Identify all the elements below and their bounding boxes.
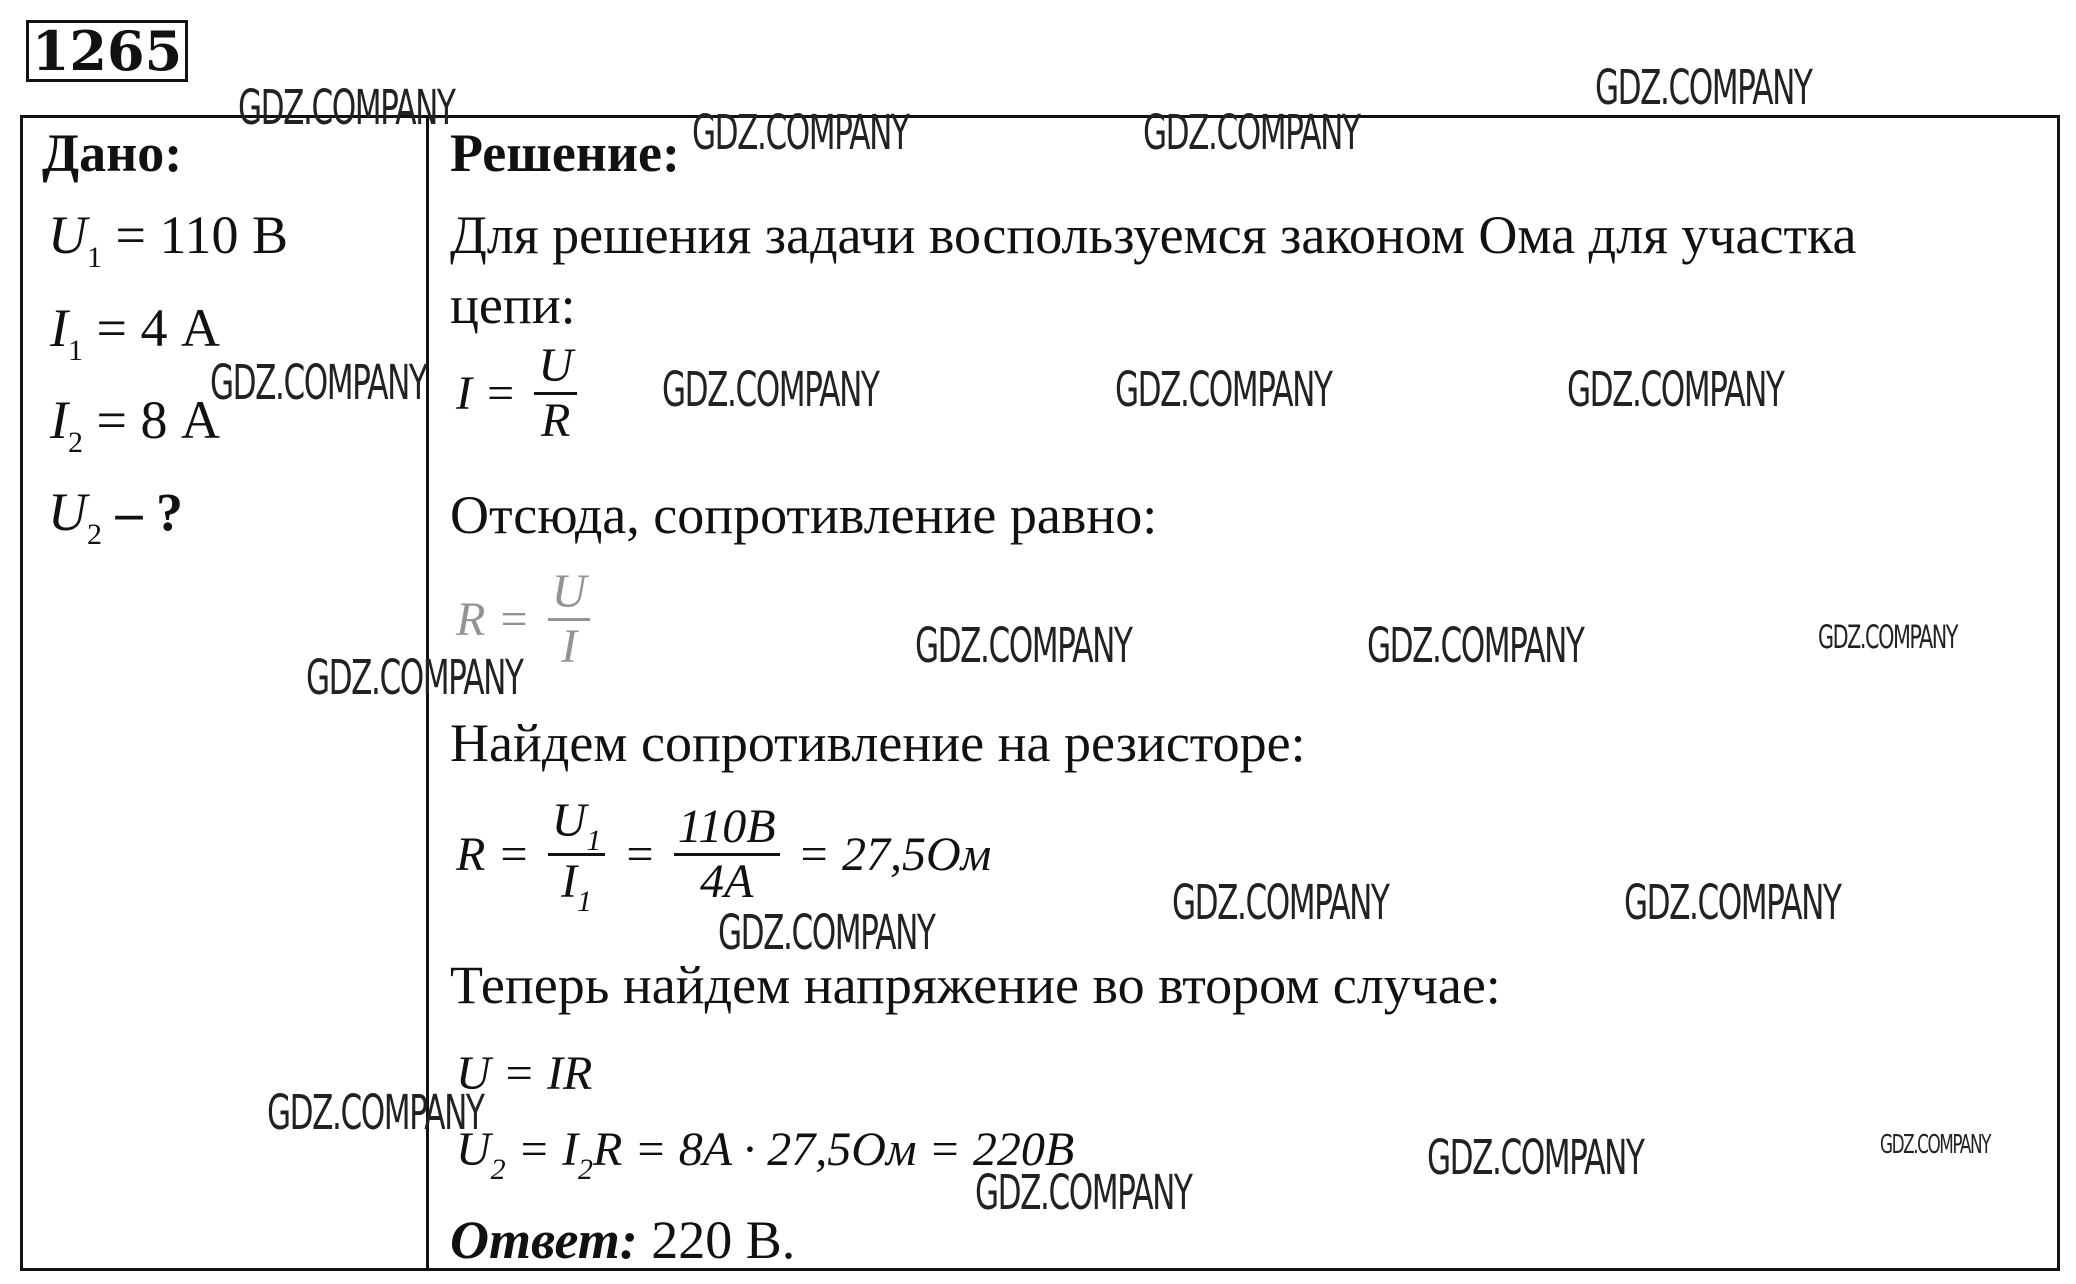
- given-i1: $I_1 = 4$ А: [50, 298, 220, 367]
- voltage-formula: U = IR: [456, 1047, 593, 1100]
- answer-line: Ответ: 220 В.: [450, 1210, 796, 1270]
- watermark: GDZ.COMPANY: [1595, 60, 1812, 116]
- find-voltage-text: Теперь найдем напряжение во втором случае:: [450, 955, 1501, 1015]
- watermark: GDZ.COMPANY: [238, 80, 455, 136]
- ohm-law-formula: I = $\frac{U}{R}$: [456, 340, 583, 447]
- problem-number: 1265: [26, 20, 188, 82]
- watermark: GDZ.COMPANY: [692, 105, 909, 161]
- intro-line-2: цепи:: [450, 275, 576, 335]
- watermark: GDZ.COMPANY: [975, 1165, 1192, 1221]
- given-i2: $I_2 = 8$ А: [50, 390, 220, 459]
- watermark: GDZ.COMPANY: [1143, 105, 1360, 161]
- given-u1: $U_1 = 110$ В: [48, 205, 288, 274]
- watermark: GDZ.COMPANY: [267, 1085, 484, 1141]
- watermark: GDZ.COMPANY: [1624, 875, 1841, 931]
- watermark: GDZ.COMPANY: [1427, 1130, 1644, 1186]
- watermark: GDZ.COMPANY: [1567, 362, 1784, 418]
- watermark: GDZ.COMPANY: [306, 650, 523, 706]
- watermark: GDZ.COMPANY: [1367, 618, 1584, 674]
- find-resistance-text: Найдем сопротивление на резисторе:: [450, 713, 1306, 773]
- watermark: GDZ.COMPANY: [915, 618, 1132, 674]
- given-u2: $U_2$ – ?: [48, 482, 183, 551]
- watermark: GDZ.COMPANY: [1172, 875, 1389, 931]
- resistance-text: Отсюда, сопротивление равно:: [450, 485, 1158, 545]
- given-title: Дано:: [42, 123, 183, 183]
- resistance-formula: R = $\frac{U}{I}$: [456, 566, 596, 673]
- resistance-calculation: R = $\frac{U_1}{I_1}$ = $\frac{110B}{4A}$ = 27,5Ом: [456, 794, 992, 918]
- watermark: GDZ.COMPANY: [718, 905, 935, 961]
- watermark: GDZ.COMPANY: [210, 355, 427, 411]
- watermark: GDZ.COMPANY: [1880, 1130, 1990, 1160]
- watermark: GDZ.COMPANY: [662, 362, 879, 418]
- solution-title: Решение:: [450, 123, 680, 183]
- watermark: GDZ.COMPANY: [1818, 618, 1958, 656]
- watermark: GDZ.COMPANY: [1115, 362, 1332, 418]
- intro-line-1: Для решения задачи воспользуемся законом Ома для участка: [450, 205, 1857, 265]
- voltage-calculation: $U_2 = I_2R = 8A \cdot 27,5Ом = 220B$: [456, 1123, 1075, 1186]
